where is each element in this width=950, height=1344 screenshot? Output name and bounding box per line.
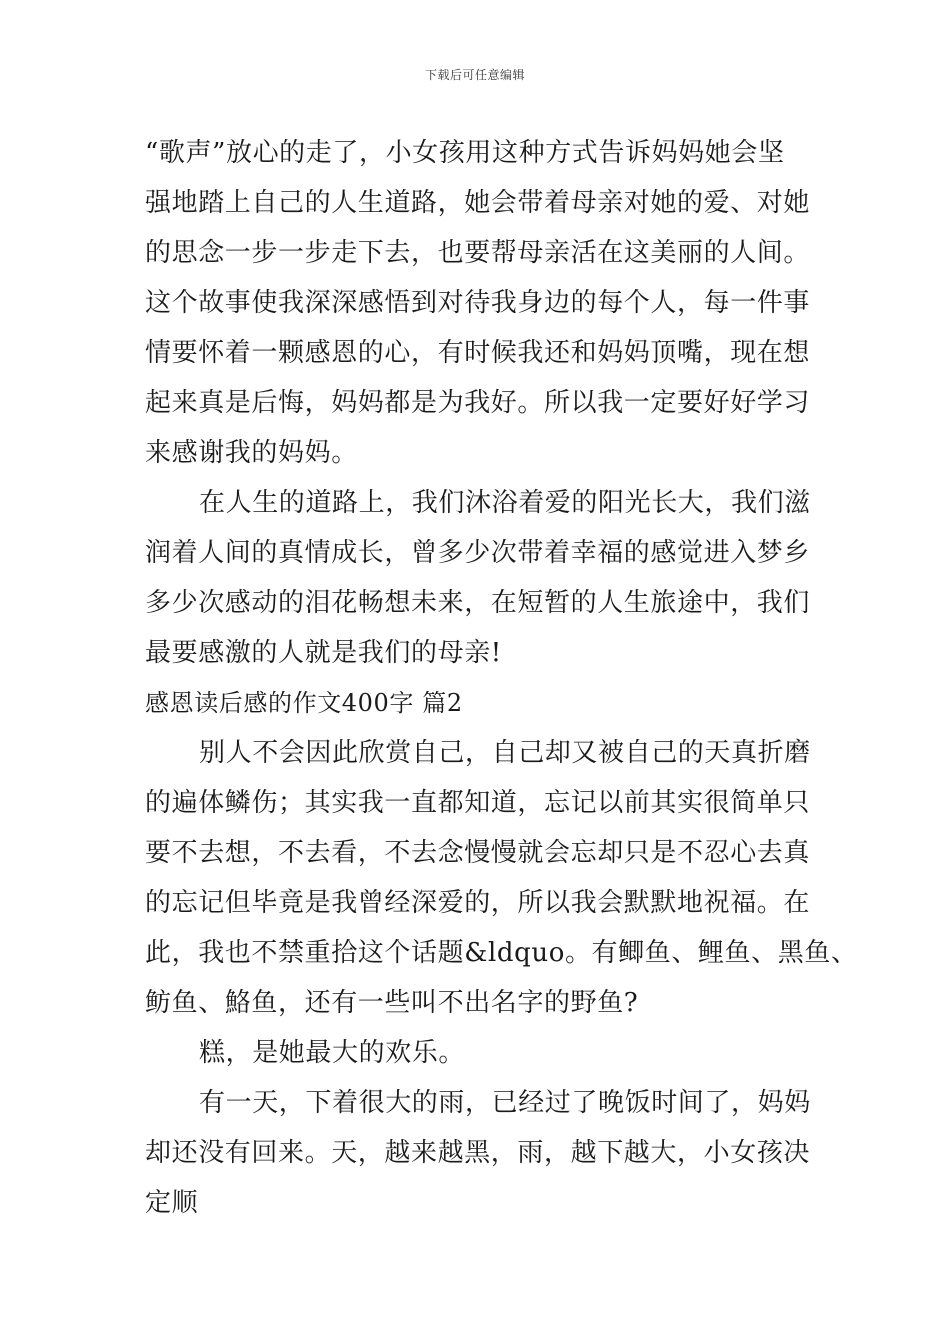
text-line: 的思念一步一步走下去，也要帮母亲活在这美丽的人间。 xyxy=(145,238,811,268)
text-line: 情要怀着一颗感恩的心，有时候我还和妈妈顶嘴，现在想 xyxy=(145,338,811,368)
text-line: 这个故事使我深深感悟到对待我身边的每个人，每一件事 xyxy=(145,288,811,318)
text-line: 强地踏上自己的人生道路，她会带着母亲对她的爱、对她 xyxy=(145,188,811,218)
text-line: 却还没有回来。天，越来越黑，雨，越下越大，小女孩决 xyxy=(145,1138,811,1168)
text-line: 定顺 xyxy=(145,1188,199,1218)
text-line: 来感谢我的妈妈。 xyxy=(145,438,358,468)
text-line: 要不去想，不去看，不去念慢慢就会忘却只是不忍心去真 xyxy=(145,838,811,868)
text-line: 起来真是后悔，妈妈都是为我好。所以我一定要好好学习 xyxy=(145,388,811,418)
text-line: 多少次感动的泪花畅想未来，在短暂的人生旅途中，我们 xyxy=(145,588,811,618)
text-line: 有一天，下着很大的雨，已经过了晚饭时间了，妈妈 xyxy=(199,1088,811,1118)
text-line: 别人不会因此欣赏自己，自己却又被自己的天真折磨 xyxy=(199,738,811,768)
text-line: 鲂鱼、鮥鱼，还有一些叫不出名字的野鱼? xyxy=(145,988,639,1018)
page-header: 下载后可任意编辑 xyxy=(424,68,525,82)
text-line: 糕，是她最大的欢乐。 xyxy=(199,1038,466,1068)
text-line: 最要感激的人就是我们的母亲! xyxy=(145,638,502,668)
section-heading: 感恩读后感的作文400字 篇2 xyxy=(145,689,463,717)
text-line: 此，我也不禁重拾这个话题&ldquo。有鲫鱼、鲤鱼、黑鱼、 xyxy=(145,938,858,968)
text-line: 的忘记但毕竟是我曾经深爱的，所以我会默默地祝福。在 xyxy=(145,888,811,918)
text-line: 在人生的道路上，我们沐浴着爱的阳光长大，我们滋 xyxy=(199,488,811,518)
text-line: “歌声”放心的走了，小女孩用这种方式告诉妈妈她会坚 xyxy=(145,138,785,168)
document-body xyxy=(145,128,858,1228)
text-line: 的遍体鳞伤；其实我一直都知道，忘记以前其实很简单只 xyxy=(145,788,811,818)
text-line: 润着人间的真情成长，曾多少次带着幸福的感觉进入梦乡 xyxy=(145,538,811,568)
